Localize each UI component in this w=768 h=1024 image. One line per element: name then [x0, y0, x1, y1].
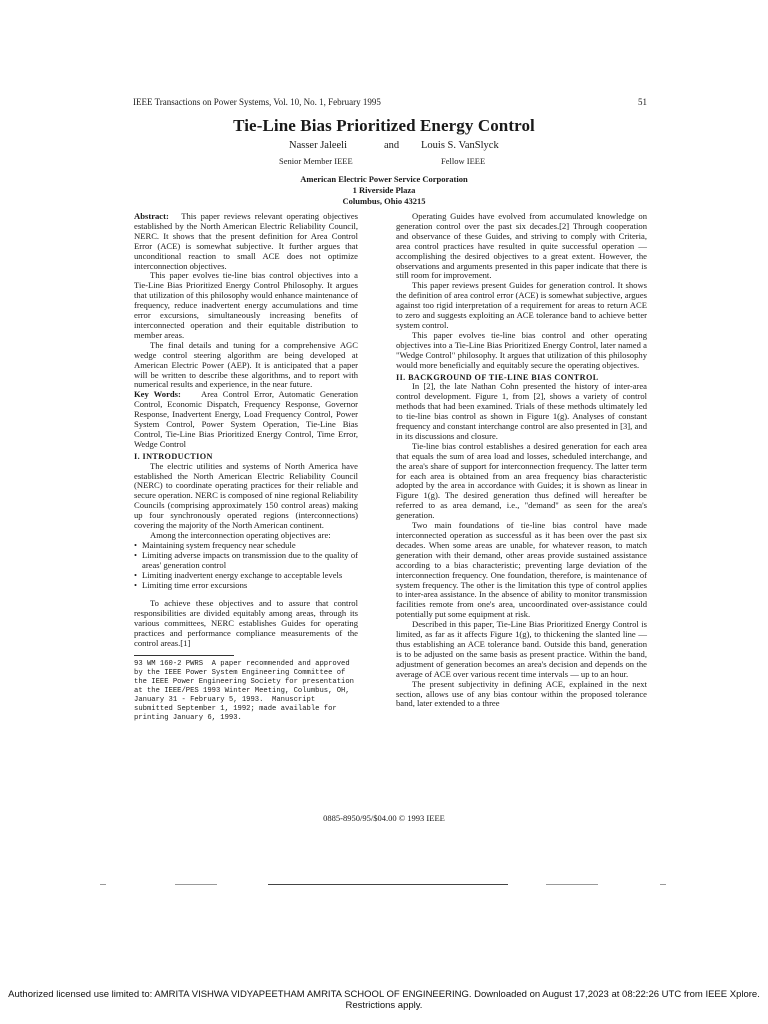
list-item: • Limiting time error excursions: [134, 579, 248, 590]
scan-mark: [546, 884, 598, 885]
footnote-divider: [134, 655, 234, 656]
keywords: [134, 390, 358, 449]
scan-mark: [175, 884, 217, 885]
keywords-text: Area Control Error, Automatic Generation Control, Economic Dispatch, Frequency Response, Governor Response, Inadvertent Energy, Load Frequency Control, Power System Control, Power System Operation, Tie-Line Bias Control, Tie-Line Bias Prioritized Energy Control, Time Error, Wedge Control: [134, 389, 359, 449]
bullet-icon: •: [134, 579, 138, 590]
right-paragraph-4: In [2], the late Nathan Cohn presented the history of inter-area control development. Figure 1, from [2], shows a variety of control methods that had been examined. Trials of these methods ultimately led to tie-line bias control as shown in Figure 1(g). Analyses of constant frequency and constant interchange control are also presented in [3], and in its discussions and closure.: [396, 381, 647, 441]
right-paragraph-1: Operating Guides have evolved from accumulated knowledge on generation control over the past six decades.[2] Through cooperation and observance of these Guides, and striving to comply with Criteria, area control practices have resulted in quite successful operation — accomplishing the desired objectives to a great extent. However, the observations and arguments presented in this paper indicate that there is still room for improvement.: [396, 211, 647, 281]
affiliation: [0, 174, 768, 207]
journal-header: IEEE Transactions on Power Systems, Vol. 10, No. 1, February 1995: [133, 97, 381, 107]
bullet-icon: •: [134, 539, 138, 550]
abstract-paragraph-3: The final details and tuning for a comprehensive AGC wedge control steering algorithm are being developed at American Electric Power (AEP). It is anticipated that a paper will be written to describe these algorithms, and to report with numerical results and experience, in the near future.: [134, 339, 358, 390]
license-notice: Authorized licensed use limited to: AMRITA VISHWA VIDYAPEETHAM AMRITA SCHOOL OF ENGINEERING. Downloaded on August 17,2023 at 08:22:26 UTC from IEEE Xplore. Restrictions apply.: [8, 989, 760, 1011]
right-paragraph-6: Two main foundations of tie-line bias control have made interconnected operation as successful as it has been over the past six decades. When some areas are unable, for whatever reason, to match generation with their demand, other areas provide sustained assistance according to a bias characteristic; preventing large deviation of the interconnection frequency. One foundation, therefore, is maintenance of system frequency. The other is the limitation this type of control applies to inter-area assistance. In the absence of ability to monitor transmission facilities remote from one's area, uncoordinated over-assistance could potentially put some equipment at risk.: [396, 520, 647, 620]
abstract-paragraph-1: [134, 212, 358, 271]
right-paragraph-2: This paper reviews present Guides for generation control. It shows the definition of area control error (ACE) is somewhat subjective, argues against too rigid interpretation of a requirement for areas to return ACE to zero and suggests exploiting an ACE tolerance band to achieve better system control.: [396, 280, 647, 330]
right-paragraph-7: Described in this paper, Tie-Line Bias Prioritized Energy Control is limited, as far as it affects Figure 1(g), to thickening the slanted line — thus establishing an ACE tolerance band. Outside this band, generation is to be adjusted on the same basis as present practice. Within the band, adjustment of generation becomes an area's decision and depends on the average of ACE over various recent time intervals — up to an hour.: [396, 619, 647, 679]
intro-paragraph-2: Among the interconnection operating objectives are:: [150, 530, 331, 540]
abstract-label: Abstract:: [134, 211, 169, 221]
bullet-icon: •: [134, 549, 138, 560]
copyright-footer: 0885-8950/95/$04.00 © 1993 IEEE: [323, 813, 445, 823]
intro-paragraph-3: To achieve these objectives and to assure that control responsibilities are divided equitably among areas, through its various committees, NERC establishes Guides for operating practices and performance compliance measurements of the control areas.[1]: [134, 598, 358, 649]
footnote: 93 WM 160-2 PWRS A paper recommended and approved by the IEEE Power System Engineering Committee of the IEEE Power Engineering Society for presentation at the IEEE/PES 1993 Winter Meeting, Columbus, OH, January 31 - February 5, 1993. Manuscript submitted September 1, 1992; made available for printing January 6, 1993.: [134, 659, 359, 722]
scan-mark: [100, 884, 106, 885]
section-heading-introduction: I. INTRODUCTION: [134, 451, 213, 461]
affiliation-address: 1 Riverside Plaza: [352, 185, 416, 195]
right-column: [396, 212, 647, 709]
author-role-1: Senior Member IEEE: [279, 156, 353, 166]
list-item: • Limiting adverse impacts on transmission due to the quality of areas' generation control: [134, 549, 358, 570]
author-conjunction: and: [384, 140, 400, 151]
affiliation-city: Columbus, Ohio 43215: [342, 196, 426, 206]
keywords-label: Key Words:: [134, 389, 181, 400]
scan-mark: [660, 884, 666, 885]
section-heading-background: II. BACKGROUND OF TIE-LINE BIAS CONTROL: [396, 372, 599, 382]
abstract-text-1: This paper reviews relevant operating objectives established by the North American Electric Reliability Council, NERC. It shows that the present definition for Area Control Error (ACE) is somewhat subjective. It further argues that unconditional reaction to small ACE does not optimize interconnection objectives.: [134, 211, 358, 271]
affiliation-org: American Electric Power Service Corporation: [300, 174, 468, 184]
page-number: 51: [638, 97, 647, 107]
right-paragraph-3: This paper evolves tie-line bias control and other operating objectives into a Tie-Line Bias Prioritized Energy Control, later named a "Wedge Control" philosophy. It argues that utilization of this philosophy would more beneficially and equitably secure the operating objectives.: [396, 329, 647, 370]
author-name-1: Nasser Jaleeli: [289, 140, 348, 151]
intro-paragraph-1: The electric utilities and systems of North America have established the North American Electric Reliability Council (NERC) to coordinate operating practices for their reliable and secure operation. NERC is composed of nine regional Reliability Councils (comprising approximately 150 control areas) making up four synchronously operated regions (interconnections) covering the majority of the North American continent.: [134, 460, 358, 531]
paper-title: Tie-Line Bias Prioritized Energy Control: [233, 116, 535, 135]
author-name-2: Louis S. VanSlyck: [421, 140, 499, 151]
list-item: • Limiting inadvertent energy exchange to acceptable levels: [134, 569, 343, 580]
list-item: • Maintaining system frequency near schedule: [134, 539, 296, 550]
bullet-icon: •: [134, 569, 138, 580]
left-column: [134, 212, 358, 723]
scan-mark: [268, 884, 508, 885]
abstract-paragraph-2: This paper evolves tie-line bias control objectives into a Tie-Line Bias Prioritized Energy Control Philosophy. It argues that utilization of this philosophy would enhance maintenance of frequency, reduce inadvertent energy accumulations and time error excursions, simultaneously increasing benefits of interconnected operation and their equitable distribution to member areas.: [134, 270, 358, 340]
right-paragraph-8: The present subjectivity in defining ACE, explained in the next section, allows use of any bias contour within the proposed tolerance band, later extended to a three: [396, 678, 647, 709]
right-paragraph-5: Tie-line bias control establishes a desired generation for each area that equals the sum of area load and losses, scheduled interchange, and the area's share of support for interconnection frequency. The latter term for each area is obtained from an area frequency bias characteristic adopted by the area in accordance with Guides; it is shown as linear in Figure 1(g). The desired generation thus defined will hereafter be referred to as area demand, i.e., "demand" as seen for the area's generation.: [396, 440, 647, 521]
objectives-list: [134, 541, 358, 591]
author-role-2: Fellow IEEE: [441, 156, 486, 166]
